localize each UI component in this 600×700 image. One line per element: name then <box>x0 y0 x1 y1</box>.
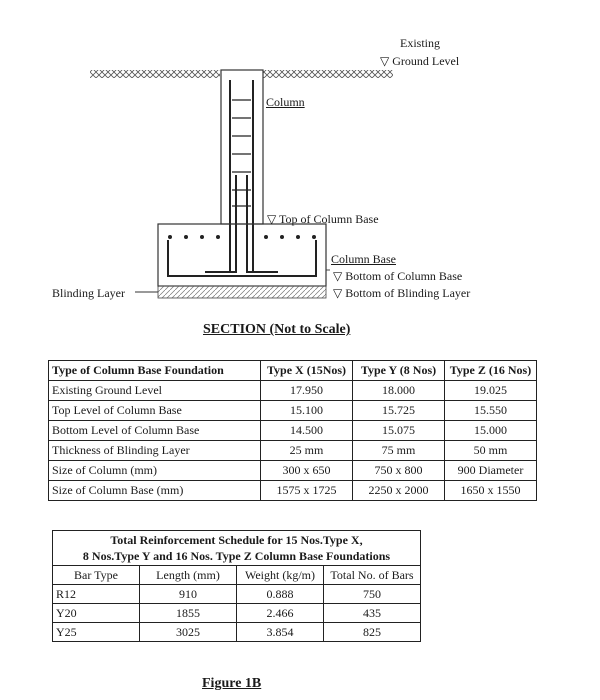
table-cell: 15.000 <box>445 421 537 441</box>
table-cell: 18.000 <box>353 381 445 401</box>
table-cell: Size of Column Base (mm) <box>49 481 261 501</box>
table-cell: Top Level of Column Base <box>49 401 261 421</box>
table-cell: Bottom Level of Column Base <box>49 421 261 441</box>
table-header-cell: Weight (kg/m) <box>237 566 324 585</box>
table-header-cell: Length (mm) <box>140 566 237 585</box>
table-row <box>49 481 537 501</box>
bottom-of-base-label <box>333 269 462 284</box>
table-cell: 14.500 <box>261 421 353 441</box>
top-of-base-text: Top of Column Base <box>279 212 379 226</box>
section-caption: SECTION (Not to Scale) <box>203 322 351 337</box>
table-cell: Y20 <box>53 604 140 623</box>
table-row <box>49 421 537 441</box>
bottom-of-base-text: Bottom of Column Base <box>345 269 463 283</box>
blinding-layer-hatch <box>158 286 326 298</box>
table-row <box>53 604 421 623</box>
table-header-cell: Type of Column Base Foundation <box>49 361 261 381</box>
level-marker-icon: ▽ <box>333 269 343 283</box>
table-cell: 910 <box>140 585 237 604</box>
table-row <box>53 623 421 642</box>
bottom-of-blinding-text: Bottom of Blinding Layer <box>345 286 471 300</box>
existing-label-line2: Ground Level <box>392 54 460 68</box>
existing-ground-level-label <box>380 54 459 69</box>
column-base-label: Column Base <box>331 252 396 266</box>
table-cell: 2250 x 2000 <box>353 481 445 501</box>
table-cell: 0.888 <box>237 585 324 604</box>
table-cell: 900 Diameter <box>445 461 537 481</box>
table-cell: 1575 x 1725 <box>261 481 353 501</box>
table-cell: 15.725 <box>353 401 445 421</box>
table-cell: 15.100 <box>261 401 353 421</box>
table-header-cell: Type Z (16 Nos) <box>445 361 537 381</box>
table-cell: 15.075 <box>353 421 445 441</box>
table-header-cell: Type Y (8 Nos) <box>353 361 445 381</box>
ground-hatch-right <box>263 70 393 78</box>
table-cell: 3025 <box>140 623 237 642</box>
table-cell: Existing Ground Level <box>49 381 261 401</box>
ground-hatch-left <box>90 70 220 78</box>
base-top-bar-dots <box>168 235 316 239</box>
level-marker-icon: ▽ <box>267 212 277 226</box>
existing-label-line1: Existing <box>400 36 441 50</box>
column-outline <box>221 70 263 224</box>
table-header-cell: Type X (15Nos) <box>261 361 353 381</box>
table-cell: 750 x 800 <box>353 461 445 481</box>
table-cell: 15.550 <box>445 401 537 421</box>
blinding-layer-label: Blinding Layer <box>52 286 125 300</box>
table-cell: 2.466 <box>237 604 324 623</box>
table-row <box>49 461 537 481</box>
table-cell: 50 mm <box>445 441 537 461</box>
table-cell: Size of Column (mm) <box>49 461 261 481</box>
level-marker-icon: ▽ <box>380 54 390 68</box>
reinforcement-title-line2: 8 Nos.Type Y and 16 Nos. Type Z Column Base Foundations <box>82 549 391 563</box>
table-cell: 300 x 650 <box>261 461 353 481</box>
table-header-cell: Total No. of Bars <box>324 566 421 585</box>
foundation-table <box>48 360 537 501</box>
level-marker-icon: ▽ <box>333 286 343 300</box>
column-label: Column <box>266 95 305 109</box>
table-cell: Thickness of Blinding Layer <box>49 441 261 461</box>
table-cell: 1650 x 1550 <box>445 481 537 501</box>
table-row <box>49 441 537 461</box>
table-row <box>49 381 537 401</box>
reinforcement-header-row <box>53 566 421 585</box>
bottom-of-blinding-label <box>333 286 470 301</box>
table-row <box>49 401 537 421</box>
table-cell: 25 mm <box>261 441 353 461</box>
base-rebar <box>168 240 316 276</box>
table-cell: R12 <box>53 585 140 604</box>
table-header-cell: Bar Type <box>53 566 140 585</box>
table-row <box>53 585 421 604</box>
figure-caption: Figure 1B <box>202 676 262 691</box>
reinforcement-title-line1: Total Reinforcement Schedule for 15 Nos.Type X, <box>110 533 363 547</box>
table-cell: 17.950 <box>261 381 353 401</box>
top-of-base-label <box>267 212 379 227</box>
table-cell: 750 <box>324 585 421 604</box>
table-cell: 75 mm <box>353 441 445 461</box>
reinforcement-title-row <box>53 531 421 566</box>
reinforcement-table <box>52 530 421 642</box>
table-cell: 825 <box>324 623 421 642</box>
table-cell: 1855 <box>140 604 237 623</box>
table-cell: 435 <box>324 604 421 623</box>
table-header-row <box>49 361 537 381</box>
table-cell: 19.025 <box>445 381 537 401</box>
table-cell: 3.854 <box>237 623 324 642</box>
table-cell: Y25 <box>53 623 140 642</box>
reinforcement-title <box>53 531 421 566</box>
